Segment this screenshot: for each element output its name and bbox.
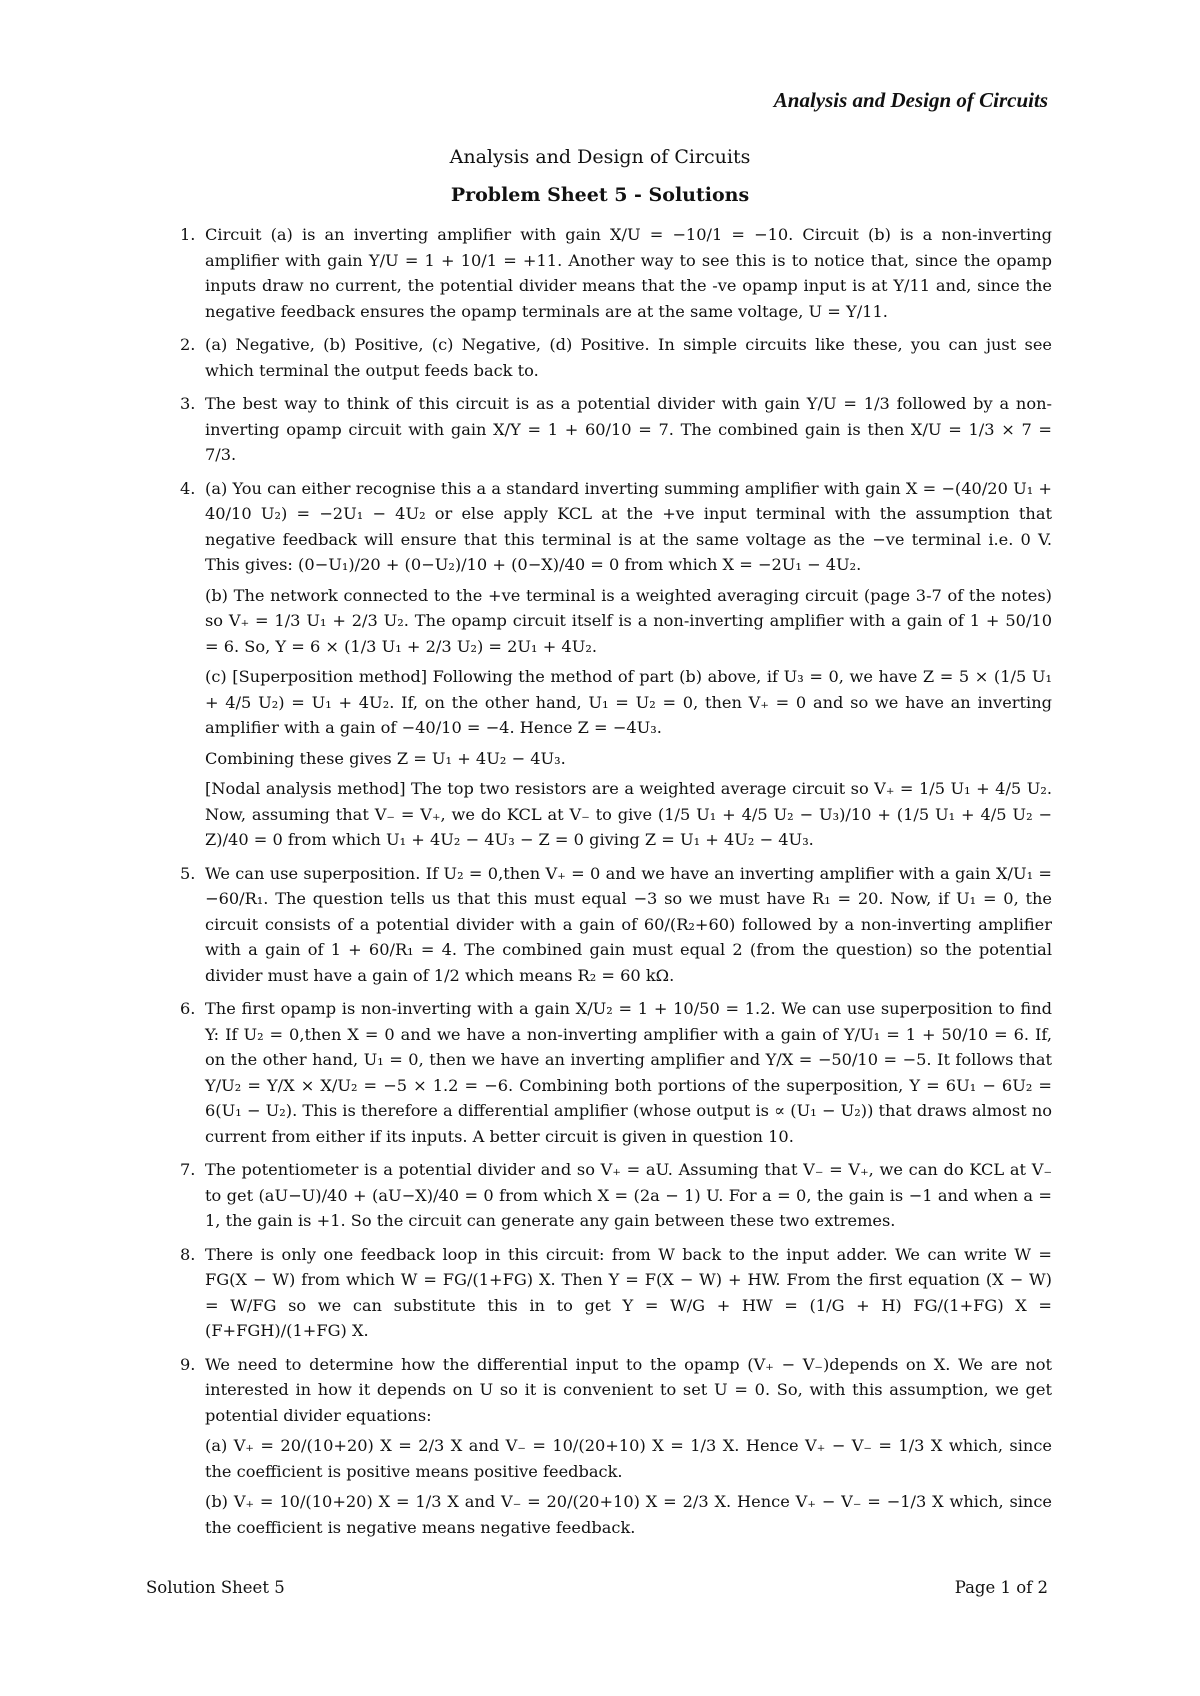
footer-page-number: Page 1 of 2: [954, 1578, 1048, 1597]
solution-item: [180, 861, 1052, 989]
solution-paragraph: We can use superposition. If U₂ = 0,then V₊ = 0 and we have an inverting amplifier with a gain X/U₁ = −60/R₁. The question tells us that this must equal −3 so we must have R₁ = 20. Now, if U₁ = 0, the circuit consists of a potential divider with a gain of 60/(R₂+60) followed by a non-inverting amplifier with a gain of 1 + 60/R₁ = 4. The combined gain must equal 2 (from the question) so the potential divider must have a gain of 1/2 which means R₂ = 60 kΩ.: [205, 863, 1052, 985]
solution-paragraph: (a) V₊ = 20/(10+20) X = 2/3 X and V₋ = 10/(20+10) X = 1/3 X. Hence V₊ − V₋ = 1/3 X which, since the coefficient is positive means positive feedback.: [205, 1436, 1052, 1481]
solution-paragraph: (c) [Superposition method] Following the method of part (b) above, if U₃ = 0, we have Z = 5 × (1/5 U₁ + 4/5 U₂) = U₁ + 4U₂. If, on the other hand, U₁ = U₂ = 0, then V₊ = 0 and so we have an inverting amplifier with a gain of −40/10 = −4. Hence Z = −4U₃.: [205, 667, 1052, 737]
solution-paragraph: (a) You can either recognise this a a standard inverting summing amplifier with gain X = −(40/20 U₁ + 40/10 U₂) = −2U₁ − 4U₂ or else apply KCL at the +ve input terminal with the assumption that negative feedback will ensure that this terminal is at the same voltage as the −ve terminal i.e. 0 V. This gives: (0−U₁)/20 + (0−U₂)/10 + (0−X)/40 = 0 from which X = −2U₁ − 4U₂.: [205, 478, 1052, 574]
solution-item: [180, 332, 1052, 383]
solution-item: [180, 222, 1052, 324]
solution-paragraph: There is only one feedback loop in this circuit: from W back to the input adder. We can write W = FG(X − W) from which W = FG/(1+FG) X. Then Y = F(X − W) + HW. From the first equation (X − W) = W/FG so we can substitute this in to get Y = W/G + HW = (1/G + H) FG/(1+FG) X = (F+FGH)/(1+FG) X.: [205, 1244, 1052, 1340]
solution-item: [180, 996, 1052, 1149]
solution-number: 9.: [180, 1354, 196, 1374]
solution-item: [180, 1157, 1052, 1234]
solution-number: 5.: [180, 863, 196, 883]
solutions-list: [180, 222, 1052, 1548]
solution-item: [180, 1242, 1052, 1344]
solution-paragraph: The best way to think of this circuit is as a potential divider with gain Y/U = 1/3 followed by a non-inverting opamp circuit with gain X/Y = 1 + 60/10 = 7. The combined gain is then X/U = 1/3 × 7 = 7/3.: [205, 394, 1052, 464]
solution-number: 2.: [180, 335, 196, 354]
solution-paragraph: (b) V₊ = 10/(10+20) X = 1/3 X and V₋ = 20/(20+10) X = 2/3 X. Hence V₊ − V₋ = −1/3 X which, since the coefficient is negative means negative feedback.: [205, 1492, 1052, 1537]
document-title: Analysis and Design of Circuits: [449, 146, 751, 168]
solution-body: [205, 332, 1052, 383]
solution-paragraph: (a) Negative, (b) Positive, (c) Negative, (d) Positive. In simple circuits like these, you can just see which terminal the output feeds back to.: [205, 335, 1052, 380]
document-subtitle: Problem Sheet 5 - Solutions: [450, 184, 750, 206]
solution-paragraph: (b) The network connected to the +ve terminal is a weighted averaging circuit (page 3-7 of the notes) so V₊ = 1/3 U₁ + 2/3 U₂. The opamp circuit itself is a non-inverting amplifier with a gain of 1 + 50/10 = 6. So, Y = 6 × (1/3 U₁ + 2/3 U₂) = 2U₁ + 4U₂.: [205, 585, 1052, 656]
solution-body: [205, 476, 1052, 853]
solution-body: [205, 1352, 1052, 1541]
solution-body: [205, 222, 1052, 324]
solution-paragraph: The potentiometer is a potential divider and so V₊ = aU. Assuming that V₋ = V₊, we can do KCL at V₋ to get (aU−U)/40 + (aU−X)/40 = 0 from which X = (2a − 1) U. For a = 0, the gain is −1 and when a = 1, the gain is +1. So the circuit can generate any gain between these two extremes.: [205, 1160, 1052, 1230]
solution-item: [180, 1352, 1052, 1541]
solution-number: 8.: [180, 1244, 196, 1264]
solution-number: 1.: [180, 225, 196, 244]
solution-paragraph: We need to determine how the differential input to the opamp (V₊ − V₋)depends on X. We are not interested in how it depends on U so it is convenient to set U = 0. So, with this assumption, we get potential divider equations:: [205, 1354, 1052, 1425]
solution-body: [205, 1157, 1052, 1234]
footer-sheet-label: Solution Sheet 5: [146, 1578, 285, 1597]
solution-body: [205, 861, 1052, 989]
solution-body: [205, 996, 1052, 1149]
solution-paragraph: Circuit (a) is an inverting amplifier with gain X/U = −10/1 = −10. Circuit (b) is a non-inverting amplifier with gain Y/U = 1 + 10/1 = +11. Another way to see this is to notice that, since the opamp inputs draw no current, the potential divider means that the -ve opamp input is at Y/11 and, since the negative feedback ensures the opamp terminals are at the same voltage, U = Y/11.: [205, 225, 1052, 321]
solution-item: [180, 476, 1052, 853]
solution-paragraph: [Nodal analysis method] The top two resistors are a weighted average circuit so V₊ = 1/5 U₁ + 4/5 U₂. Now, assuming that V₋ = V₊, we do KCL at V₋ to give (1/5 U₁ + 4/5 U₂ − U₃)/10 + (1/5 U₁ + 4/5 U₂ − Z)/40 = 0 from which U₁ + 4U₂ − 4U₃ − Z = 0 giving Z = U₁ + 4U₂ − 4U₃.: [205, 779, 1052, 849]
solution-body: [205, 1242, 1052, 1344]
running-header: Analysis and Design of Circuits: [773, 88, 1048, 112]
solution-number: 6.: [180, 999, 196, 1018]
solution-number: 7.: [180, 1160, 196, 1179]
solution-item: [180, 391, 1052, 468]
solution-number: 3.: [180, 394, 196, 413]
solution-number: 4.: [180, 478, 196, 498]
solution-body: [205, 391, 1052, 468]
solution-paragraph: Combining these gives Z = U₁ + 4U₂ − 4U₃.: [205, 748, 566, 768]
solution-paragraph: The first opamp is non-inverting with a gain X/U₂ = 1 + 10/50 = 1.2. We can use superposition to find Y: If U₂ = 0,then X = 0 and we have a non-inverting amplifier with a gain of Y/U₁ = 1 + 50/10 = 6. If, on the other hand, U₁ = 0, then we have an inverting amplifier and Y/X = −50/10 = −5. It follows that Y/U₂ = Y/X × X/U₂ = −5 × 1.2 = −6. Combining both portions of the superposition, Y = 6U₁ − 6U₂ = 6(U₁ − U₂). This is therefore a differential amplifier (whose output is ∝ (U₁ − U₂)) that draws almost no current from either if its inputs. A better circuit is given in question 10.: [205, 999, 1052, 1146]
